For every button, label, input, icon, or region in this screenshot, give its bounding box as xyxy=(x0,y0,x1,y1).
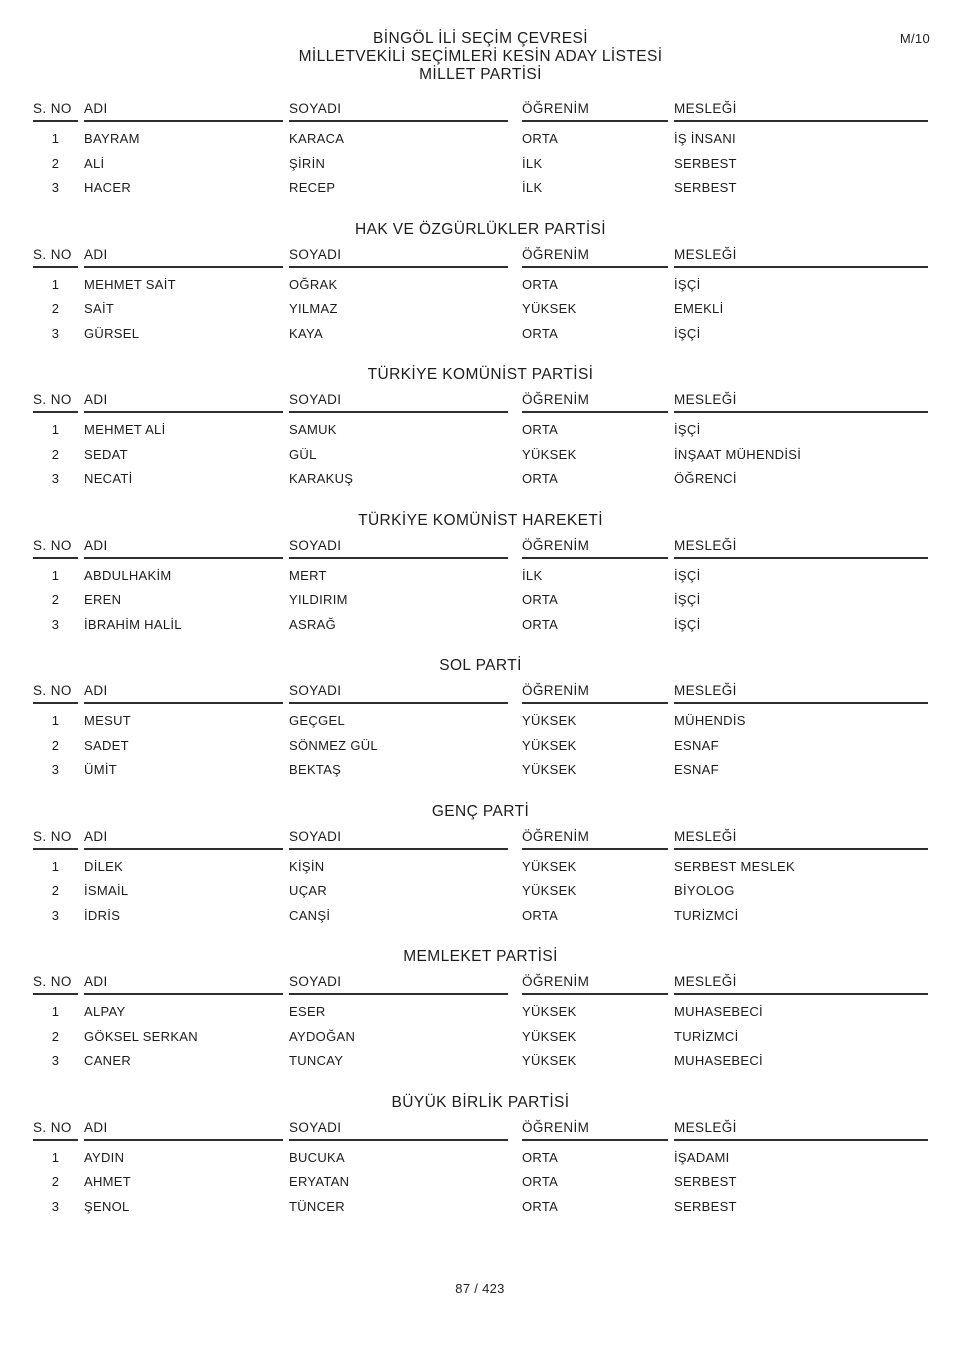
cell-adi: ŞENOL xyxy=(84,1198,130,1214)
table-row xyxy=(33,297,928,322)
cell-meslegi: İŞÇİ xyxy=(674,592,701,607)
party-section xyxy=(33,512,928,638)
cell-ogrenim: ORTA xyxy=(522,907,559,923)
cell-sno: 3 xyxy=(51,180,60,195)
col-header-sno: S. NO xyxy=(33,973,78,995)
cell-sno: 1 xyxy=(51,131,60,146)
table-header-row xyxy=(33,246,928,268)
party-title: BÜYÜK BİRLİK PARTİSİ xyxy=(391,1093,570,1111)
cell-ogrenim: ORTA xyxy=(522,131,559,146)
party-title: HAK VE ÖZGÜRLÜKLER PARTİSİ xyxy=(355,220,606,238)
cell-sno: 2 xyxy=(51,1028,60,1044)
cell-sno: 3 xyxy=(51,616,60,632)
col-header-adi: ADI xyxy=(84,391,283,413)
table-body xyxy=(33,1000,928,1074)
cell-adi: CANER xyxy=(84,1053,132,1068)
cell-adi: ABDULHAKİM xyxy=(84,567,172,583)
col-header-ogrenim: ÖĞRENİM xyxy=(522,391,668,413)
cell-soyadi: OĞRAK xyxy=(289,276,338,292)
cell-adi: İSMAİL xyxy=(84,883,129,898)
cell-soyadi: YILMAZ xyxy=(289,301,338,316)
cell-meslegi: İNŞAAT MÜHENDİSİ xyxy=(674,446,802,462)
cell-meslegi: ESNAF xyxy=(674,737,719,753)
cell-soyadi: YILDIRIM xyxy=(289,592,348,607)
cell-ogrenim: YÜKSEK xyxy=(522,713,577,728)
col-header-meslegi: MESLEĞİ xyxy=(674,537,928,559)
cell-soyadi: AYDOĞAN xyxy=(289,1028,356,1044)
cell-ogrenim: YÜKSEK xyxy=(522,1004,577,1019)
cell-adi: AHMET xyxy=(84,1174,131,1189)
table-row xyxy=(33,176,928,201)
party-section xyxy=(33,1094,928,1220)
cell-soyadi: UÇAR xyxy=(289,883,328,898)
cell-ogrenim: ORTA xyxy=(522,592,559,607)
cell-meslegi: ÖĞRENCİ xyxy=(674,471,737,486)
cell-soyadi: ESER xyxy=(289,1004,326,1019)
cell-sno: 3 xyxy=(51,1198,60,1214)
table-header-row xyxy=(33,682,928,704)
table-body xyxy=(33,564,928,638)
table-row xyxy=(33,467,928,492)
table-row xyxy=(33,152,928,177)
col-header-meslegi: MESLEĞİ xyxy=(674,828,928,850)
cell-ogrenim: YÜKSEK xyxy=(522,1053,577,1068)
title-line-district: BİNGÖL İLİ SEÇİM ÇEVRESİ xyxy=(373,30,588,47)
party-title: MEMLEKET PARTİSİ xyxy=(403,948,558,965)
col-header-sno: S. NO xyxy=(33,391,78,413)
cell-ogrenim: ORTA xyxy=(522,325,559,341)
col-header-meslegi: MESLEĞİ xyxy=(674,973,928,995)
cell-ogrenim: ORTA xyxy=(522,276,559,292)
cell-sno: 3 xyxy=(51,762,60,777)
cell-meslegi: MÜHENDİS xyxy=(674,713,746,728)
col-header-sno: S. NO xyxy=(33,100,78,122)
cell-soyadi: MERT xyxy=(289,567,327,583)
party-title: MİLLET PARTİSİ xyxy=(419,66,542,83)
cell-soyadi: KARAKUŞ xyxy=(289,471,354,486)
cell-soyadi: ASRAĞ xyxy=(289,616,337,632)
col-header-adi: ADI xyxy=(84,537,283,559)
cell-soyadi: TÜNCER xyxy=(289,1198,345,1214)
cell-sno: 2 xyxy=(51,301,60,316)
cell-adi: SEDAT xyxy=(84,446,128,462)
cell-soyadi: GÜL xyxy=(289,446,317,462)
cell-sno: 3 xyxy=(51,1053,60,1068)
cell-meslegi: ESNAF xyxy=(674,762,719,777)
cell-adi: SADET xyxy=(84,737,129,753)
party-title: SOL PARTİ xyxy=(439,657,522,674)
table-row xyxy=(33,1025,928,1050)
col-header-meslegi: MESLEĞİ xyxy=(674,682,928,704)
table-row xyxy=(33,904,928,929)
table-row xyxy=(33,127,928,152)
table-row xyxy=(33,564,928,589)
cell-soyadi: BEKTAŞ xyxy=(289,762,342,777)
table-row xyxy=(33,1146,928,1171)
cell-ogrenim: ORTA xyxy=(522,616,559,632)
table-row xyxy=(33,1170,928,1195)
table-row xyxy=(33,1049,928,1074)
party-title: TÜRKİYE KOMÜNİST HAREKETİ xyxy=(358,511,603,529)
cell-ogrenim: İLK xyxy=(522,155,543,171)
cell-meslegi: BİYOLOG xyxy=(674,883,735,898)
table-body xyxy=(33,1146,928,1220)
col-header-adi: ADI xyxy=(84,682,283,704)
col-header-meslegi: MESLEĞİ xyxy=(674,100,928,122)
cell-ogrenim: YÜKSEK xyxy=(522,1028,577,1044)
table-row xyxy=(33,734,928,759)
table-body xyxy=(33,709,928,783)
cell-soyadi: BUCUKA xyxy=(289,1149,345,1165)
title-block xyxy=(33,30,928,66)
cell-adi: ALPAY xyxy=(84,1004,126,1019)
cell-meslegi: İŞÇİ xyxy=(674,616,701,632)
cell-meslegi: İŞÇİ xyxy=(674,567,701,583)
col-header-ogrenim: ÖĞRENİM xyxy=(522,100,668,122)
col-header-sno: S. NO xyxy=(33,537,78,559)
party-section xyxy=(33,657,928,783)
col-header-ogrenim: ÖĞRENİM xyxy=(522,973,668,995)
cell-adi: DİLEK xyxy=(84,858,124,874)
col-header-adi: ADI xyxy=(84,973,283,995)
table-row xyxy=(33,1000,928,1025)
cell-adi: GÖKSEL SERKAN xyxy=(84,1028,198,1044)
col-header-meslegi: MESLEĞİ xyxy=(674,1119,928,1141)
table-body xyxy=(33,855,928,929)
col-header-soyadi: SOYADI xyxy=(289,973,508,995)
cell-soyadi: CANŞİ xyxy=(289,907,331,923)
col-header-adi: ADI xyxy=(84,828,283,850)
cell-sno: 3 xyxy=(51,907,60,923)
cell-soyadi: ŞİRİN xyxy=(289,155,326,171)
cell-meslegi: EMEKLİ xyxy=(674,301,724,316)
col-header-soyadi: SOYADI xyxy=(289,100,508,122)
cell-adi: NECATİ xyxy=(84,471,133,486)
cell-meslegi: MUHASEBECİ xyxy=(674,1004,763,1019)
party-title: GENÇ PARTİ xyxy=(431,802,530,820)
doc-code: M/10 xyxy=(899,31,930,46)
cell-ogrenim: YÜKSEK xyxy=(522,883,577,898)
cell-soyadi: KAYA xyxy=(289,325,323,341)
table-row xyxy=(33,613,928,638)
col-header-soyadi: SOYADI xyxy=(289,537,508,559)
cell-adi: AYDIN xyxy=(84,1149,125,1165)
col-header-adi: ADI xyxy=(84,1119,283,1141)
table-row xyxy=(33,879,928,904)
cell-ogrenim: ORTA xyxy=(522,1174,559,1189)
table-row xyxy=(33,758,928,783)
table-header-row xyxy=(33,828,928,850)
table-header-row xyxy=(33,1119,928,1141)
cell-adi: BAYRAM xyxy=(84,131,140,146)
col-header-adi: ADI xyxy=(84,100,283,122)
cell-soyadi: GEÇGEL xyxy=(289,713,345,728)
cell-adi: HACER xyxy=(84,180,132,195)
cell-adi: EREN xyxy=(84,592,122,607)
cell-meslegi: SERBEST xyxy=(674,1174,737,1189)
table-row xyxy=(33,709,928,734)
cell-ogrenim: İLK xyxy=(522,567,543,583)
party-title: TÜRKİYE KOMÜNİST PARTİSİ xyxy=(367,366,594,383)
cell-sno: 1 xyxy=(51,567,60,583)
cell-meslegi: SERBEST xyxy=(674,155,737,171)
cell-adi: MESUT xyxy=(84,713,131,728)
cell-soyadi: ERYATAN xyxy=(289,1174,350,1189)
cell-sno: 2 xyxy=(51,155,60,171)
col-header-sno: S. NO xyxy=(33,682,78,704)
table-row xyxy=(33,1195,928,1220)
col-header-sno: S. NO xyxy=(33,246,78,268)
cell-meslegi: İŞADAMI xyxy=(674,1149,730,1165)
table-row xyxy=(33,443,928,468)
cell-ogrenim: ORTA xyxy=(522,471,559,486)
col-header-soyadi: SOYADI xyxy=(289,246,508,268)
table-header-row xyxy=(33,973,928,995)
cell-sno: 1 xyxy=(51,713,60,728)
page-number: 87 / 423 xyxy=(455,1281,505,1296)
cell-meslegi: TURİZMCİ xyxy=(674,1028,739,1044)
table-body xyxy=(33,418,928,492)
cell-adi: SAİT xyxy=(84,301,115,316)
col-header-meslegi: MESLEĞİ xyxy=(674,391,928,413)
party-section xyxy=(33,366,928,492)
party-sections xyxy=(33,66,928,1219)
cell-sno: 1 xyxy=(51,276,60,292)
cell-ogrenim: ORTA xyxy=(522,1149,559,1165)
cell-sno: 2 xyxy=(51,883,60,898)
cell-ogrenim: İLK xyxy=(522,180,543,195)
col-header-adi: ADI xyxy=(84,246,283,268)
party-section xyxy=(33,803,928,929)
cell-ogrenim: YÜKSEK xyxy=(522,301,577,316)
table-header-row xyxy=(33,391,928,413)
cell-meslegi: SERBEST xyxy=(674,1198,737,1214)
cell-soyadi: SAMUK xyxy=(289,422,337,437)
cell-meslegi: İŞÇİ xyxy=(674,276,701,292)
col-header-soyadi: SOYADI xyxy=(289,828,508,850)
cell-adi: GÜRSEL xyxy=(84,325,140,341)
cell-ogrenim: YÜKSEK xyxy=(522,762,577,777)
table-header-row xyxy=(33,100,928,122)
cell-sno: 2 xyxy=(51,737,60,753)
col-header-soyadi: SOYADI xyxy=(289,391,508,413)
cell-meslegi: İŞ İNSANI xyxy=(674,131,736,146)
col-header-soyadi: SOYADI xyxy=(289,682,508,704)
cell-soyadi: KARACA xyxy=(289,131,345,146)
table-row xyxy=(33,322,928,347)
cell-meslegi: SERBEST xyxy=(674,180,737,195)
col-header-ogrenim: ÖĞRENİM xyxy=(522,1119,668,1141)
cell-meslegi: MUHASEBECİ xyxy=(674,1053,763,1068)
cell-ogrenim: ORTA xyxy=(522,1198,559,1214)
party-section xyxy=(33,948,928,1074)
table-row xyxy=(33,418,928,443)
cell-adi: İDRİS xyxy=(84,907,121,923)
cell-sno: 2 xyxy=(51,1174,60,1189)
cell-sno: 2 xyxy=(51,592,60,607)
col-header-soyadi: SOYADI xyxy=(289,1119,508,1141)
cell-ogrenim: YÜKSEK xyxy=(522,858,577,874)
title-line-list: MİLLETVEKİLİ SEÇİMLERİ KESİN ADAY LİSTESİ xyxy=(298,48,663,65)
col-header-sno: S. NO xyxy=(33,1119,78,1141)
party-section xyxy=(33,221,928,347)
col-header-ogrenim: ÖĞRENİM xyxy=(522,537,668,559)
cell-soyadi: SÖNMEZ GÜL xyxy=(289,737,378,753)
cell-ogrenim: YÜKSEK xyxy=(522,446,577,462)
cell-adi: MEHMET SAİT xyxy=(84,276,176,292)
cell-meslegi: SERBEST MESLEK xyxy=(674,858,796,874)
col-header-ogrenim: ÖĞRENİM xyxy=(522,682,668,704)
table-row xyxy=(33,273,928,298)
cell-sno: 1 xyxy=(51,1149,60,1165)
cell-sno: 1 xyxy=(51,858,60,874)
cell-sno: 1 xyxy=(51,1004,60,1019)
col-header-meslegi: MESLEĞİ xyxy=(674,246,928,268)
cell-sno: 3 xyxy=(51,325,60,341)
cell-adi: ÜMİT xyxy=(84,762,117,777)
cell-adi: ALİ xyxy=(84,155,105,171)
cell-sno: 1 xyxy=(51,422,60,437)
party-section xyxy=(33,66,928,201)
cell-adi: İBRAHİM HALİL xyxy=(84,616,182,632)
cell-adi: MEHMET ALİ xyxy=(84,422,166,437)
col-header-ogrenim: ÖĞRENİM xyxy=(522,246,668,268)
cell-soyadi: RECEP xyxy=(289,180,336,195)
cell-ogrenim: ORTA xyxy=(522,422,559,437)
cell-ogrenim: YÜKSEK xyxy=(522,737,577,753)
cell-sno: 3 xyxy=(51,471,60,486)
cell-meslegi: TURİZMCİ xyxy=(674,907,739,923)
cell-soyadi: KİŞİN xyxy=(289,858,325,874)
cell-sno: 2 xyxy=(51,446,60,462)
table-row xyxy=(33,588,928,613)
col-header-sno: S. NO xyxy=(33,828,78,850)
cell-meslegi: İŞÇİ xyxy=(674,422,701,437)
table-body xyxy=(33,127,928,201)
col-header-ogrenim: ÖĞRENİM xyxy=(522,828,668,850)
table-body xyxy=(33,273,928,347)
table-row xyxy=(33,855,928,880)
table-header-row xyxy=(33,537,928,559)
cell-meslegi: İŞÇİ xyxy=(674,325,701,341)
cell-soyadi: TUNCAY xyxy=(289,1053,344,1068)
